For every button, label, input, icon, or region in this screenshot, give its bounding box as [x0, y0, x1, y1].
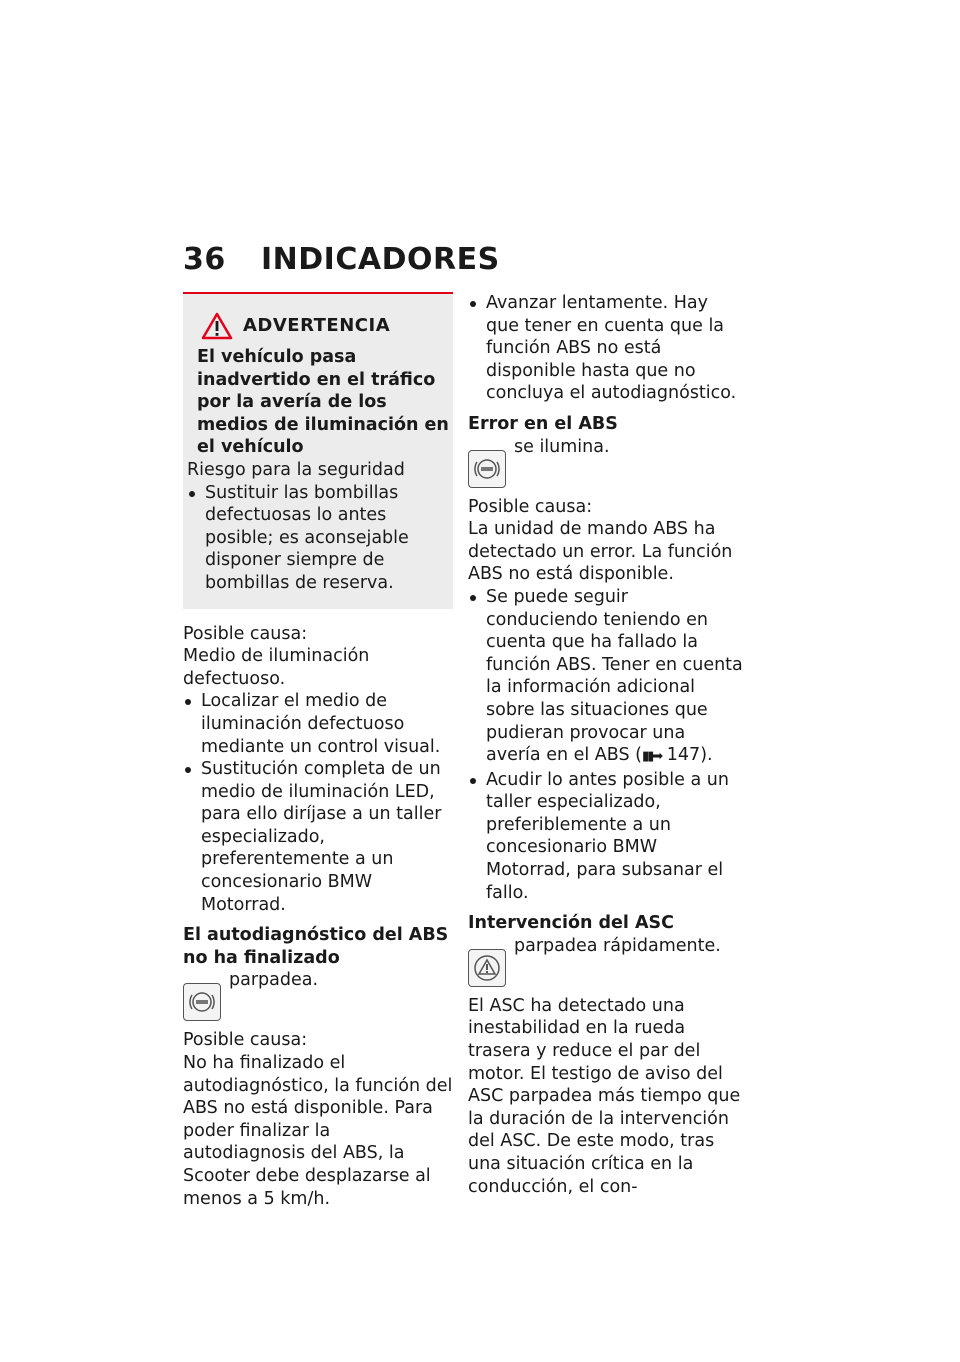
warning-header [201, 312, 449, 340]
asc-text: El ASC ha detectado una inestabilidad en la rueda trasera y reduce el par del motor. El testigo de aviso del ASC parpadea más tiempo que la duración de la intervención del ASC. De este modo, tras una situación crítica en la conducción, el con- [468, 995, 741, 1197]
left-column [183, 292, 453, 1210]
chapter-title: INDICADORES [261, 242, 500, 277]
page-ref-open: ( [635, 745, 642, 766]
page-header [183, 242, 500, 277]
list-item: Acudir lo antes posible a un taller especializado, preferiblemente a un concesionario BMW Motorrad, para subsanar el fallo. [468, 769, 743, 905]
warning-bullet: Sustituir las bombillas defectuosas lo antes posible; es aconsejable disponer siempre de bombillas de reserva. [187, 482, 449, 595]
asc-lamp-text: parpadea rápidamente. [514, 935, 721, 956]
list-item [468, 586, 743, 769]
abs-diag-cause-label: Posible causa: [183, 1030, 308, 1051]
abs-diag-heading: El autodiagnóstico del ABS no ha finalizado [183, 925, 449, 968]
list-item: Sustitución completa de un medio de iluminación LED, para ello diríjase a un taller especializado, preferentemente a un concesionario BMW Motorrad. [183, 758, 453, 916]
asc-lamp-row [468, 935, 743, 987]
page-number: 36 [183, 242, 226, 277]
warning-subtitle: El vehículo pasa inadvertido en el tráfico por la avería de los medios de iluminación en el vehículo [197, 347, 449, 458]
asc-lamp-icon [468, 949, 506, 987]
warning-title: ADVERTENCIA [243, 314, 391, 336]
abs-diag-text: No ha finalizado el autodiagnóstico, la función del ABS no está disponible. Para poder finalizar la autodiagnosis del ABS, la Scooter debe desplazarse al menos a 5 km/h. [183, 1053, 453, 1209]
cause-label: Posible causa: [183, 623, 308, 644]
abs-error-heading: Error en el ABS [468, 413, 618, 434]
cause-text: Medio de iluminación defectuoso. [183, 646, 370, 689]
abs-diag-lamp-text: parpadea. [229, 970, 319, 991]
abs-error-lamp-text: se ilumina. [514, 436, 610, 457]
abs-error-cause-label: Posible causa: [468, 496, 593, 517]
asc-heading: Intervención del ASC [468, 913, 674, 934]
abs-error-lamp-row [468, 436, 743, 488]
abs-diag-lamp-row [183, 969, 453, 1021]
list-item-text: Se puede seguir conduciendo teniendo en cuenta que ha fallado la función ABS. Tener en cuenta la información adicional sobre las situaciones que pudieran provocar una avería en el ABS [486, 586, 743, 766]
warning-triangle-icon [201, 312, 233, 340]
abs-lamp-icon [468, 450, 506, 488]
abs-lamp-icon [183, 983, 221, 1021]
list-item: Localizar el medio de iluminación defectuoso mediante un control visual. [183, 690, 453, 758]
page-ref-close: ). [700, 745, 713, 766]
page-ref-arrow-icon: ▮▮➡ [642, 749, 662, 765]
abs-error-text: La unidad de mando ABS ha detectado un error. La función ABS no está disponible. [468, 519, 733, 585]
right-column [468, 292, 743, 1198]
warning-box [183, 292, 453, 609]
list-item: Avanzar lentamente. Hay que tener en cuenta que la función ABS no está disponible hasta que no concluya el autodiagnóstico. [468, 292, 743, 405]
warning-risk: Riesgo para la seguridad [187, 459, 405, 480]
page-ref-link[interactable]: 147 [666, 745, 701, 766]
